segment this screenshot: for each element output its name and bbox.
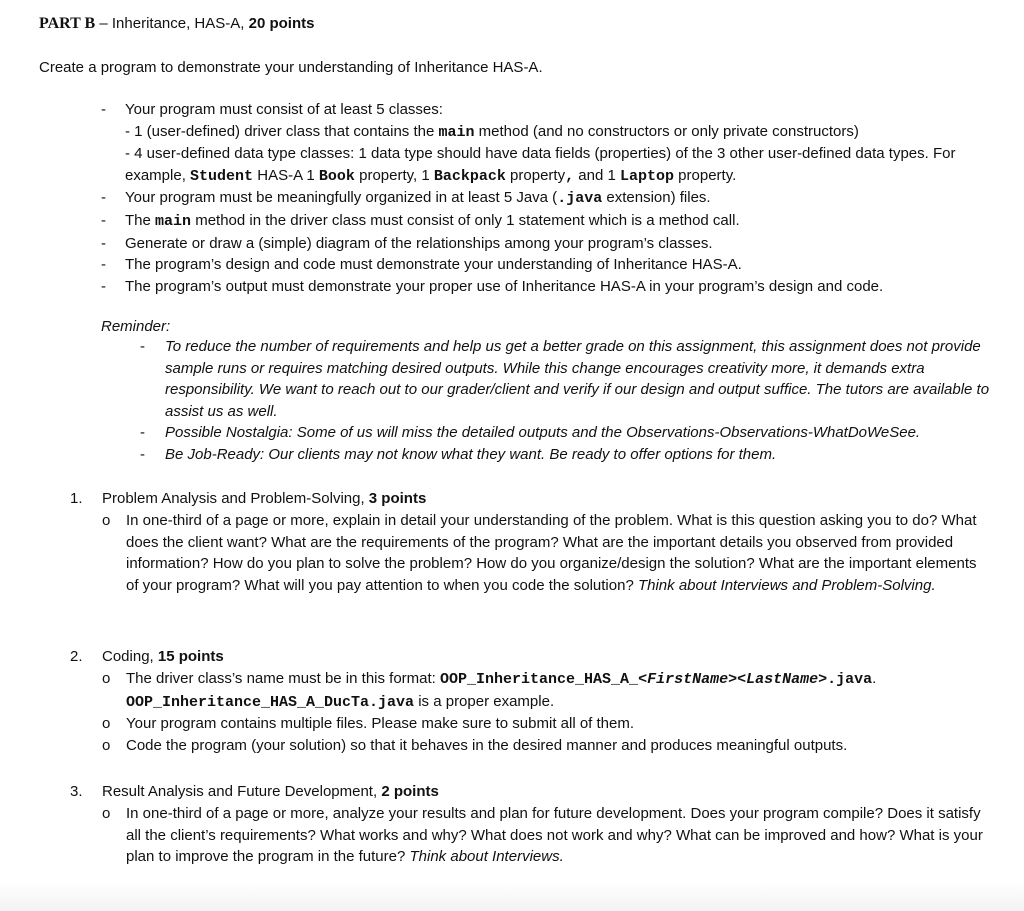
reminder-list <box>140 336 990 466</box>
requirement-text: Generate or draw a (simple) diagram of the relationships among your program’s classes. <box>125 234 713 252</box>
reminder-text: Be Job-Ready: Our clients may not know what they want. Be ready to offer options for them. <box>165 445 777 463</box>
requirement-text: The program’s output must demonstrate your proper use of Inheritance HAS-A in your program’s design and code. <box>125 277 884 295</box>
subitem-text: - 4 user-defined data type classes: 1 data type should have data fields (properties) of the 3 other user-defined data types. For example, <box>125 145 956 184</box>
requirement-text: Your program must be meaningfully organized in at least 5 Java ( <box>125 189 558 207</box>
bullet-marker: o <box>102 670 111 687</box>
bullet-text: Code the program (your solution) so that it behaves in the desired manner and produces meaningful outputs. <box>126 736 848 754</box>
bullet-marker: o <box>102 512 111 529</box>
code-java-ext: .java <box>827 671 873 688</box>
subitem-text: and 1 <box>574 166 620 184</box>
dash-marker: - <box>140 445 145 463</box>
code-book: Book <box>318 167 355 185</box>
requirement-text: Your program must consist of at least 5 classes: <box>125 101 443 118</box>
part-label: PART B <box>39 15 96 32</box>
section-title-text: Result Analysis and Future Development, <box>102 783 382 800</box>
code-class-prefix: OOP_Inheritance_HAS_A_ <box>440 671 639 688</box>
dash-marker: - <box>101 234 106 252</box>
requirement-text: The <box>125 211 156 229</box>
bullet-text: . <box>872 670 877 687</box>
requirement-subitem <box>125 143 981 187</box>
subitem-text: property. <box>674 166 737 184</box>
code-main: main <box>155 212 192 230</box>
dash-marker: - <box>140 338 145 355</box>
section-number: 2. <box>70 648 83 665</box>
section-title-text: Problem Analysis and Problem-Solving, <box>102 490 369 507</box>
heading-points: 20 points <box>248 15 315 32</box>
bullet-item <box>102 713 990 735</box>
section-points: 2 points <box>381 783 439 800</box>
bullet-italic: Think about Interviews and Problem-Solving. <box>637 576 936 594</box>
bullet-text: In one-third of a page or more, explain in detail your understanding of the problem. What is this question asking you to do? What does the client want? What are the requirements of the program? What are the important details you observed from provided information? How do you plan to solve the problem? How do you organize/design the solution? What are the important elements of your program? What will you pay attention to when you code the solution? <box>126 512 977 594</box>
bullet-marker: o <box>102 715 111 733</box>
reminder-item <box>140 336 990 422</box>
dash-marker: - <box>101 101 106 118</box>
requirement-text: method in the driver class must consist of only 1 statement which is a method call. <box>191 211 740 229</box>
bullet-italic: Think about Interviews. <box>409 848 564 866</box>
code-name-placeholder: <FirstName><LastName> <box>638 671 828 688</box>
heading-topic: Inheritance, HAS-A, <box>111 15 249 32</box>
requirements-list <box>101 99 981 297</box>
code-student: Student <box>190 167 254 185</box>
bullet-text: In one-third of a page or more, analyze your results and plan for future development. Does your program compile? Does it satisfy all the client’s requirements? What works and why? What does not work and why? What can be improved and how? What is your plan to improve the program in the future? <box>126 805 983 866</box>
bullet-item <box>102 803 990 868</box>
requirement-item <box>101 276 981 298</box>
heading-dash: – <box>95 15 112 32</box>
dash-marker: - <box>140 424 145 442</box>
intro-text: Create a program to demonstrate your understanding of Inheritance HAS-A. <box>39 59 543 76</box>
section-bullets <box>102 668 990 756</box>
subitem-text: HAS-A 1 <box>253 166 319 184</box>
subitem-text: property, 1 <box>354 166 434 184</box>
bullet-item <box>102 735 990 757</box>
subitem-text: - 1 (user-defined) driver class that contains the <box>125 122 439 140</box>
bullet-text: is a proper example. <box>414 692 555 710</box>
bullet-item <box>102 510 990 596</box>
code-main: main <box>438 123 475 141</box>
subitem-text: method (and no constructors or only private constructors) <box>474 122 859 140</box>
requirement-item <box>101 210 981 233</box>
requirement-item <box>101 187 981 210</box>
code-laptop: Laptop <box>619 167 674 185</box>
reminder-text: Possible Nostalgia: Some of us will miss the detailed outputs and the Observations-Observations-WhatDoWeSee. <box>165 424 921 442</box>
requirement-item <box>101 254 981 276</box>
dash-marker: - <box>101 277 106 295</box>
bullet-item <box>102 668 990 713</box>
reminder-item <box>140 422 990 444</box>
section-points: 15 points <box>157 648 224 665</box>
section-number: 3. <box>70 783 83 800</box>
bullet-text: The driver class’s name must be in this format: <box>126 670 441 687</box>
code-example-filename: OOP_Inheritance_HAS_A_DucTa.java <box>126 693 415 711</box>
reminder-item <box>140 444 990 466</box>
section-title <box>102 781 439 803</box>
dash-marker: - <box>101 189 106 207</box>
section-number: 1. <box>70 490 83 507</box>
code-backpack: Backpack <box>433 167 506 185</box>
subitem-text: property <box>505 166 566 184</box>
section-title-text: Coding, <box>102 648 158 665</box>
bullet-marker: o <box>102 736 111 754</box>
requirement-text: The program’s design and code must demonstrate your understanding of Inheritance HAS-A. <box>125 256 742 274</box>
dash-marker: - <box>101 211 106 229</box>
requirement-text: extension) files. <box>602 189 711 207</box>
requirement-item <box>101 233 981 255</box>
section-title <box>102 646 224 668</box>
page-bottom-shade <box>0 881 1024 911</box>
code-comma: , <box>565 167 575 185</box>
code-java-ext: .java <box>557 190 603 208</box>
bullet-marker: o <box>102 805 111 822</box>
section-bullets <box>102 803 990 868</box>
requirement-item <box>101 99 981 187</box>
dash-marker: - <box>101 256 106 274</box>
section-title <box>102 488 426 510</box>
part-heading <box>39 13 314 35</box>
reminder-label: Reminder: <box>101 318 171 335</box>
section-points: 3 points <box>368 490 427 507</box>
reminder-text: To reduce the number of requirements and help us get a better grade on this assignment, this assignment does not provide sample runs or requires matching desired outputs. While this change encourages creativity more, it demands extra responsibility. We want to reach out to our grader/client and verify if our design and output suffice. The tutors are available to assist us as well. <box>165 338 990 420</box>
bullet-text: Your program contains multiple files. Please make sure to submit all of them. <box>126 715 635 733</box>
section-bullets <box>102 510 990 596</box>
requirement-subitem <box>125 121 981 144</box>
